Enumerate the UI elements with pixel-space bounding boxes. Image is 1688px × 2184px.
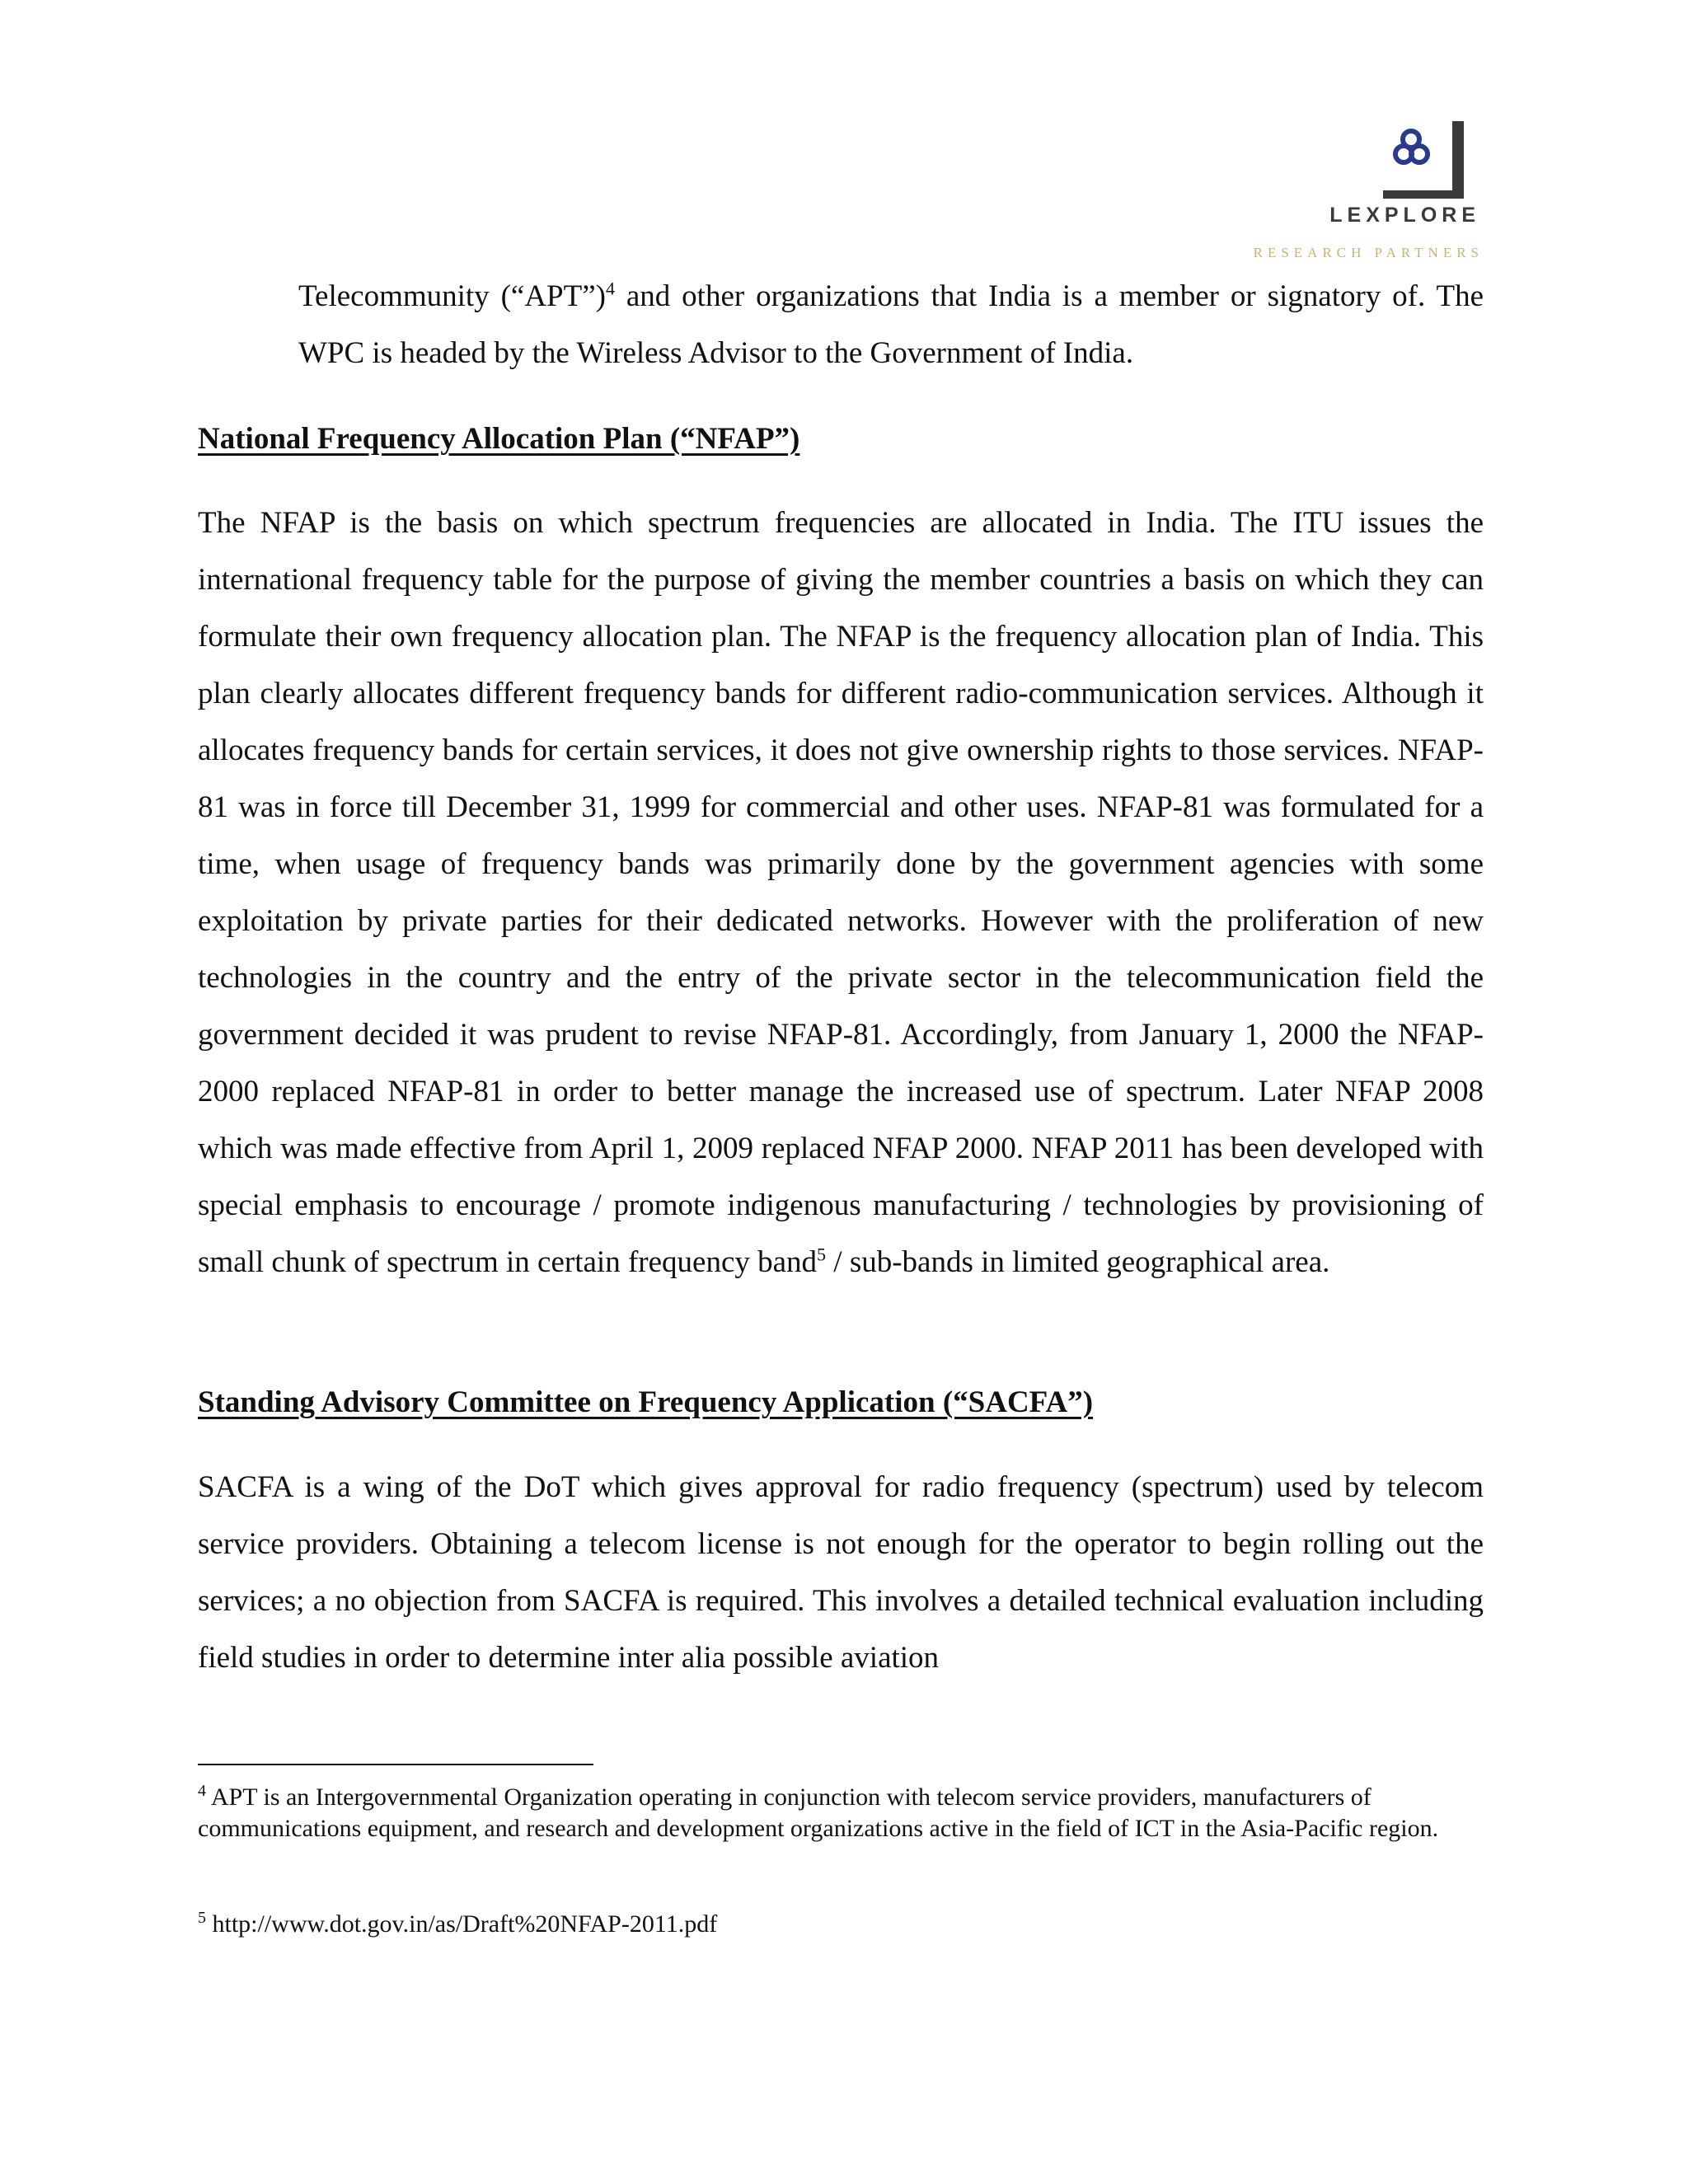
section-body-nfap <box>198 494 1484 1291</box>
footnote-ref-4[interactable]: 4 <box>605 278 615 299</box>
footnote-5-link[interactable]: http://www.dot.gov.in/as/Draft%20NFAP-2011.pdf <box>206 1910 718 1938</box>
footnote-5 <box>198 1909 1484 1940</box>
intro-text-end: and other organizations that India is a member or signatory of. The WPC is headed by the Wireless Advisor to the Government of India. <box>298 279 1484 370</box>
section-heading-sacfa: Standing Advisory Committee on Frequency Application (“SACFA”) <box>198 1385 1094 1419</box>
nfap-text-start: The NFAP is the basis on which spectrum frequencies are allocated in India. The ITU issues the international frequency table for the purpose of giving the member countries a basis on which they can formulate their own frequency allocation plan. The NFAP is the frequency allocation plan of India. This plan clearly allocates different frequency bands for different radio-communication services. Although it allocates frequency bands for certain services, it does not give ownership rights to those services. NFAP-81 was in force till December 31, 1999 for commercial and other uses. NFAP-81 was formulated for a time, when usage of frequency bands was primarily done by the government agencies with some exploitation by private parties for their dedicated networks. However with the proliferation of new technologies in the country and the entry of the private sector in the telecommunication field the government decided it was prudent to revise NFAP-81. Accordingly, from January 1, 2000 the NFAP-2000 replaced NFAP-81 in order to better manage the increased use of spectrum. Later NFAP 2008 which was made effective from April 1, 2009 replaced NFAP 2000. NFAP 2011 has been developed with special emphasis to encourage / promote indigenous manufacturing / technologies by provisioning of small chunk of spectrum in certain frequency band <box>198 506 1484 1279</box>
sacfa-text: SACFA is a wing of the DoT which gives approval for radio frequency (spectrum) used by telecom service providers. Obtaining a telecom license is not enough for the operator to begin rolling out the services; a no objection from SACFA is required. This involves a detailed technical evaluation including field studies in order to determine inter alia possible aviation <box>198 1470 1484 1675</box>
logo-name: LEXPLORE <box>1329 204 1480 227</box>
footnote-4-text: APT is an Intergovernmental Organization operating in conjunction with telecom service providers, manufacturers of communications equipment, and research and development organizations active in the field of ICT in the Asia-Pacific region. <box>198 1783 1439 1842</box>
logo-tagline: RESEARCH PARTNERS <box>1253 245 1484 260</box>
footnote-4 <box>198 1782 1484 1844</box>
footnote-separator <box>198 1764 593 1765</box>
section-heading-nfap: National Frequency Allocation Plan (“NFAP”) <box>198 422 800 456</box>
footnote-4-number: 4 <box>198 1782 206 1800</box>
nfap-text-end: / sub-bands in limited geographical area. <box>826 1245 1330 1279</box>
intro-text-start: Telecommunity (“APT”) <box>298 279 606 313</box>
lexplore-logo <box>1253 103 1484 268</box>
footnote-5-number: 5 <box>198 1909 206 1927</box>
section-body-sacfa <box>198 1459 1484 1686</box>
intro-paragraph <box>298 268 1484 382</box>
footnote-ref-5[interactable]: 5 <box>817 1244 827 1265</box>
lexplore-logo-icon <box>1373 111 1472 210</box>
